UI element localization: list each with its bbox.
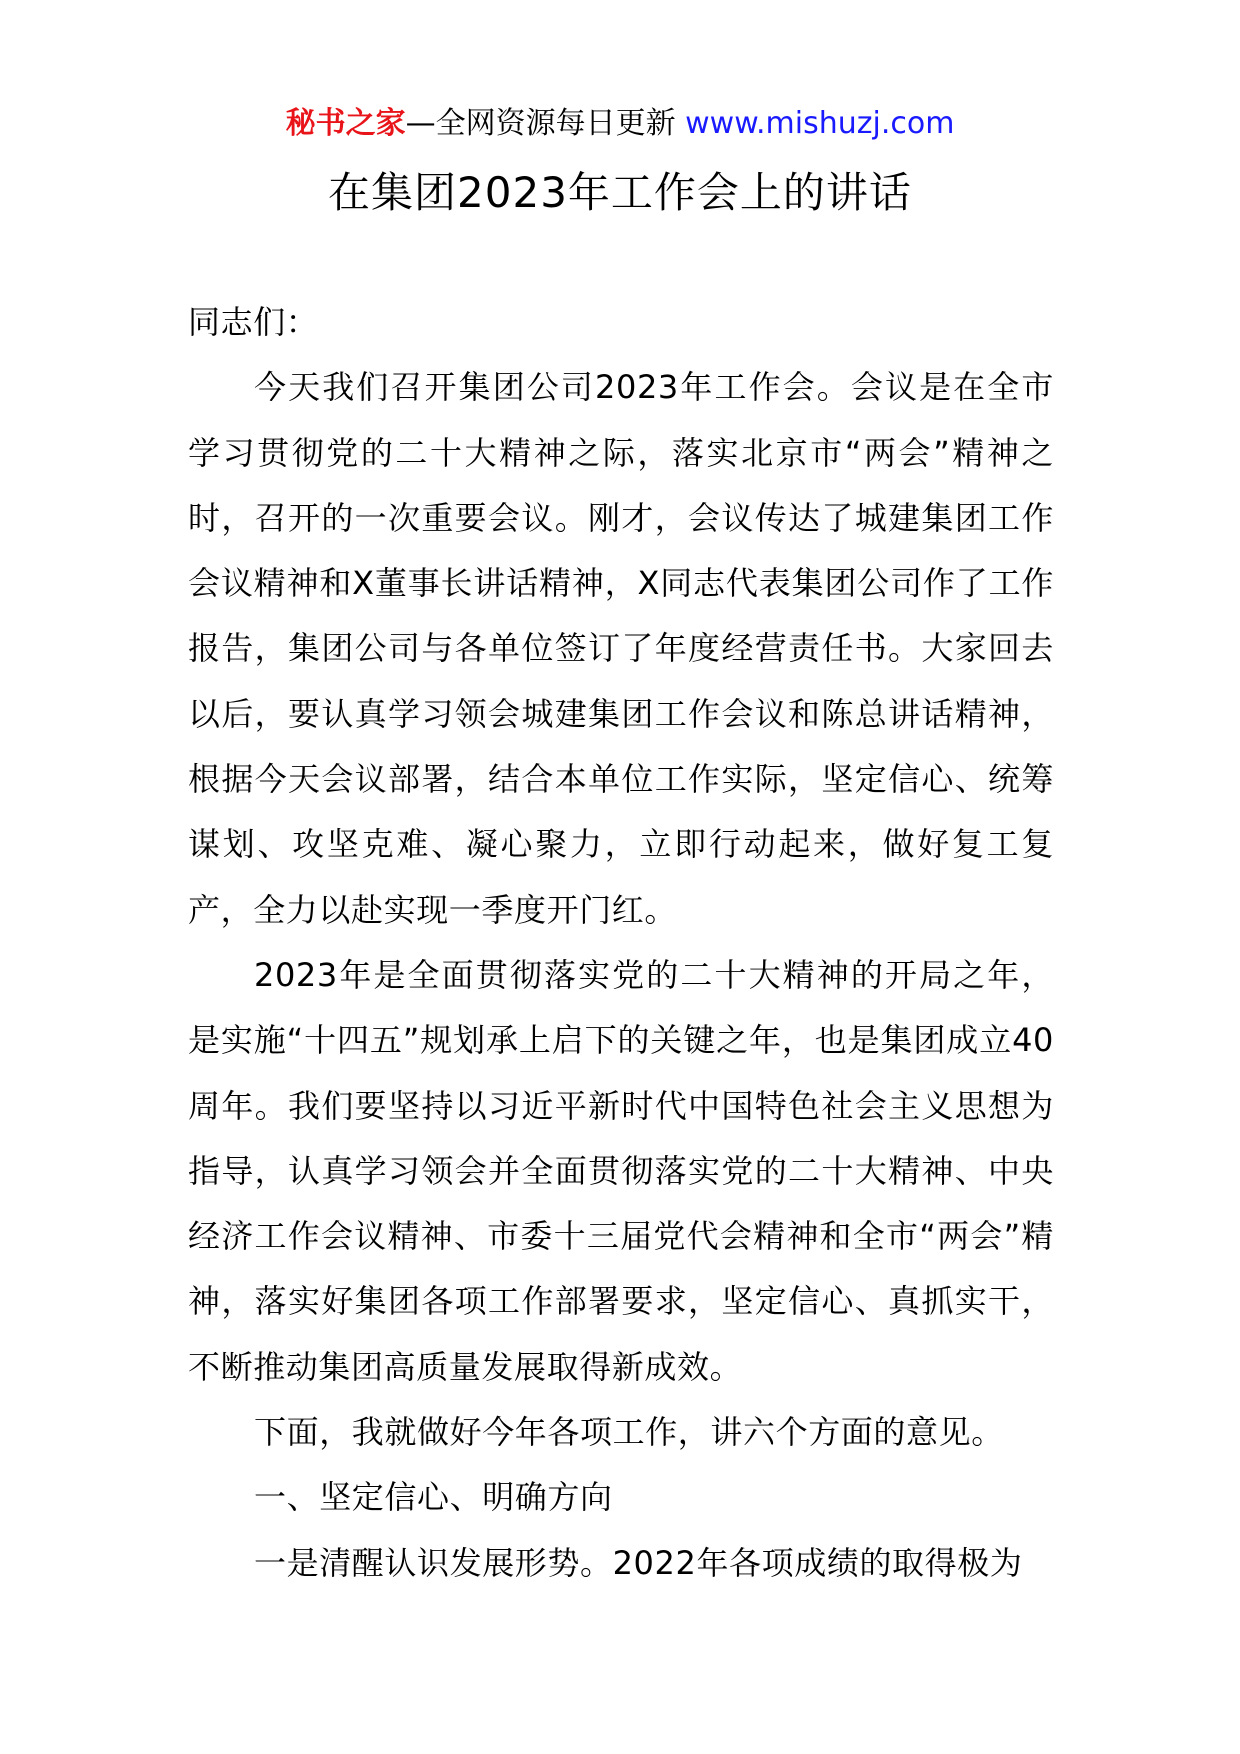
- site-header: [0, 102, 1240, 146]
- site-url-link[interactable]: www.mishuzj.com: [685, 106, 955, 141]
- section-heading: 一、坚定信心、明确方向: [254, 1478, 613, 1517]
- site-brand: 秘书之家: [285, 106, 406, 141]
- document-body: [188, 290, 1054, 1596]
- body-paragraph-4: 一是清醒认识发展形势。2022年各项成绩的取得极为: [254, 1543, 1023, 1582]
- body-paragraph-2: 2023年是全面贯彻落实党的二十大精神的开局之年，是实施“十四五”规划承上启下的关键之年，也是集团成立40周年。我们要坚持以习近平新时代中国特色社会主义思想为指导，认真学习领会并全面贯彻落实党的二十大精神、中央经济工作会议精神、市委十三届党代会精神和全市“两会”精神，落实好集团各项工作部署要求，坚定信心、真抓实干，不断推动集团高质量发展取得新成效。: [188, 955, 1054, 1386]
- salutation: 同志们：: [188, 303, 319, 341]
- site-tagline: —全网资源每日更新: [405, 106, 676, 141]
- body-paragraph-3: 下面，我就做好今年各项工作，讲六个方面的意见。: [254, 1413, 1004, 1452]
- body-paragraph-1: 今天我们召开集团公司2023年工作会。会议是在全市学习贯彻党的二十大精神之际，落实北京市“两会”精神之时，召开的一次重要会议。刚才，会议传达了城建集团工作会议精神和X董事长讲话精神，X同志代表集团公司作了工作报告，集团公司与各单位签订了年度经营责任书。大家回去以后，要认真学习领会城建集团工作会议和陈总讲话精神，根据今天会议部署，结合本单位工作实际，坚定信心、统筹谋划、攻坚克难、凝心聚力，立即行动起来，做好复工复产，全力以赴实现一季度开门红。: [188, 368, 1054, 929]
- document-title: 在集团2023年工作会上的讲话: [328, 168, 912, 217]
